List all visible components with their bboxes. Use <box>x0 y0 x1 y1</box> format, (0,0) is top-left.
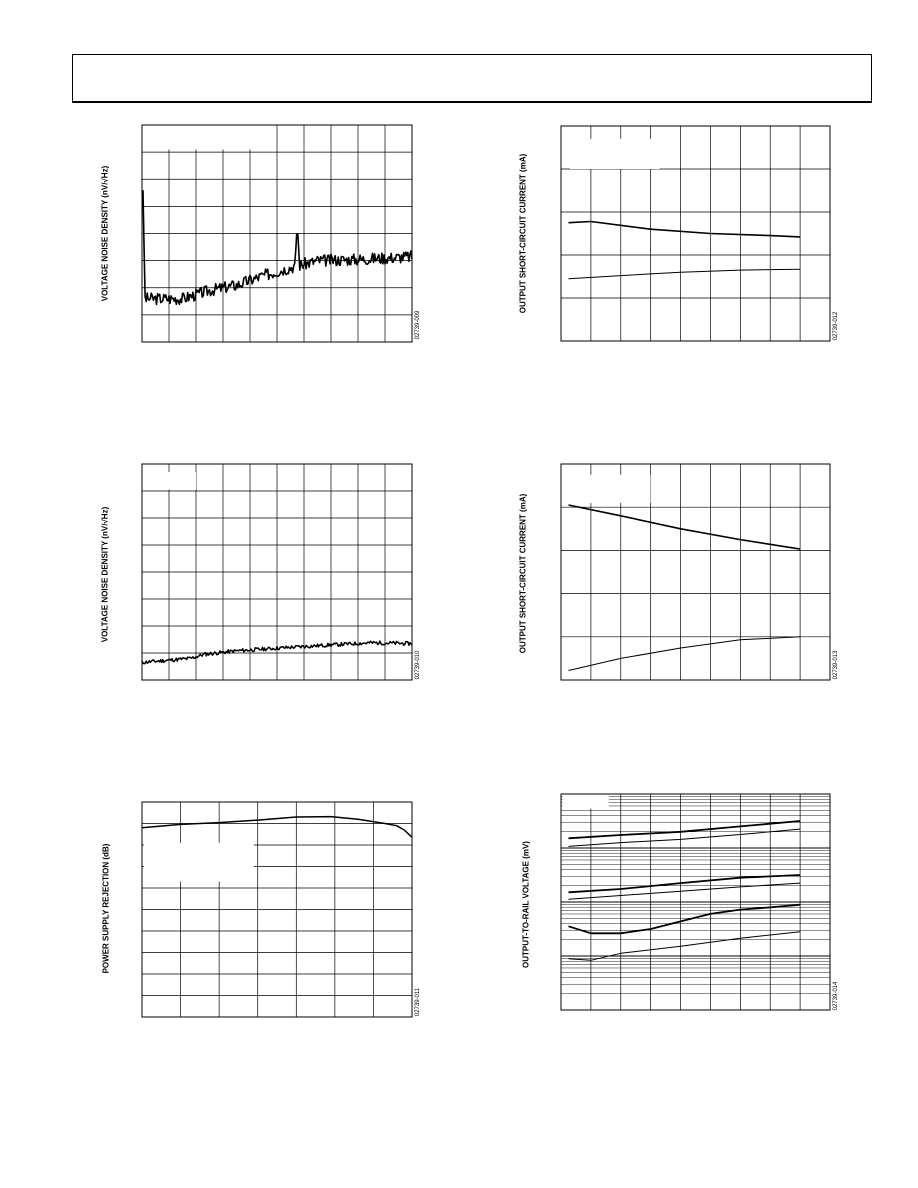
figure-id: 02739-010 <box>415 650 421 680</box>
y-axis-label: OUTPUT SHORT-CIRCUIT CURRENT (mA) <box>518 493 528 654</box>
legend-area <box>150 472 196 490</box>
y-axis-label: VOLTAGE NOISE DENSITY (nV/√Hz) <box>100 506 110 643</box>
series-line-3 <box>569 875 801 892</box>
chart-output-short-circuit-current-2 <box>561 464 830 680</box>
chart-plot-area <box>561 126 830 341</box>
chart-voltage-noise-density-1 <box>142 125 412 342</box>
chart-plot-area <box>142 802 412 1017</box>
chart-plot-area <box>142 125 412 342</box>
series-line-2 <box>569 269 801 279</box>
figure-id: 02739-009 <box>415 310 421 340</box>
chart-power-supply-rejection <box>142 802 412 1017</box>
y-axis-label: VOLTAGE NOISE DENSITY (nV/√Hz) <box>100 165 110 302</box>
chart-plot-area <box>561 464 830 680</box>
figure-id: 02739-011 <box>415 987 421 1017</box>
chart-voltage-noise-density-2 <box>142 464 412 680</box>
page-header-box <box>72 54 872 103</box>
chart-plot-area <box>561 794 830 1010</box>
series-line-1 <box>569 821 801 838</box>
legend-area <box>570 139 660 169</box>
legend-area <box>562 794 608 809</box>
series-line-1 <box>569 222 801 237</box>
figure-id: 02739-012 <box>833 311 839 341</box>
legend-area <box>158 125 271 149</box>
y-axis-label: POWER SUPPLY REJECTION (dB) <box>101 843 111 974</box>
series-line-1 <box>569 505 801 549</box>
series-line-5 <box>569 905 801 934</box>
series-line-2 <box>569 637 801 671</box>
chart-output-short-circuit-current-1 <box>561 126 830 341</box>
legend-area <box>144 843 254 882</box>
legend-area <box>570 475 651 503</box>
chart-plot-area <box>142 464 412 680</box>
chart-output-to-rail-voltage <box>561 794 830 1010</box>
y-axis-label: OUTPUT-TO-RAIL VOLTAGE (mV) <box>521 841 531 968</box>
figure-id: 02739-014 <box>833 981 839 1011</box>
figure-id: 02739-013 <box>833 650 839 680</box>
y-axis-label: OUTPUT SHORT-CIRCUIT CURRENT (mA) <box>518 153 528 314</box>
series-line-1 <box>142 817 412 838</box>
